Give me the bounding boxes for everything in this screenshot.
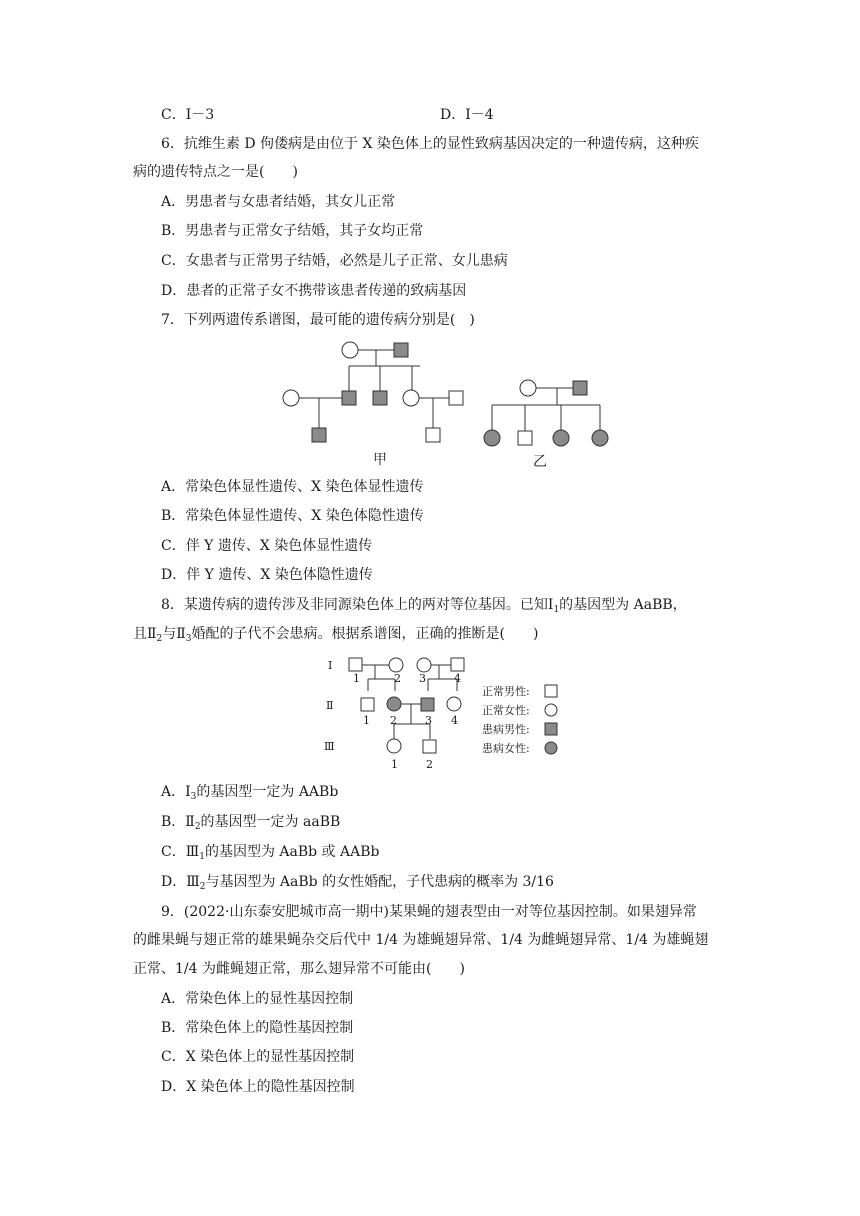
- gen-label-III: Ⅲ: [324, 740, 335, 753]
- fig-label-yi: 乙: [533, 454, 547, 470]
- q9-option-d: D．X 染色体上的隐性基因控制: [161, 1079, 355, 1095]
- q7-option-d: D．伴 Y 遗传、X 染色体隐性遗传: [161, 567, 373, 583]
- q8-option-d: D．$Ⅲ_2$与基因型为 AaBb 的女性婚配，子代患病的概率为 3/16: [161, 874, 554, 892]
- legend-normal-female: 正常女性:: [482, 704, 530, 717]
- num-III2: 2: [426, 758, 433, 771]
- num-II3: 3: [425, 714, 432, 727]
- jia-II-spouse-male-normal: [449, 391, 463, 405]
- jia-II-daughter-normal: [403, 390, 419, 406]
- num-II2: 2: [390, 714, 397, 727]
- q9-option-b: B．常染色体上的隐性基因控制: [161, 1020, 354, 1036]
- jia-I-female-normal: [342, 342, 358, 358]
- num-III1: 1: [391, 758, 398, 771]
- num-II1: 1: [363, 714, 370, 727]
- q7-option-c: C．伴 Y 遗传、X 染色体显性遗传: [161, 538, 373, 554]
- q8-stem-line2: 且$Ⅱ_2$与$Ⅱ_3$婚配的子代不会患病。根据系谱图，正确的推断是( ): [133, 626, 539, 644]
- q9-option-c: C．X 染色体上的显性基因控制: [161, 1049, 355, 1065]
- num-II4: 4: [451, 714, 458, 727]
- q6-stem-line2: 病的遗传特点之一是( ): [133, 164, 298, 180]
- q7-pedigree-figure: [270, 334, 630, 470]
- q6-option-b: B．男患者与正常女子结婚，其子女均正常: [161, 223, 424, 239]
- q6-option-c: C．女患者与正常男子结婚，必然是儿子正常、女儿患病: [161, 253, 508, 269]
- q5-option-d: D．Ⅰ－4: [440, 107, 494, 123]
- q7-option-b: B．常染色体显性遗传、X 染色体隐性遗传: [161, 508, 424, 524]
- yi-I-female-normal: [520, 380, 536, 396]
- legend-normal-male: 正常男性:: [482, 685, 530, 698]
- q5-option-c: C．Ⅰ－3: [161, 107, 215, 123]
- legend-affected-female-symbol: [545, 742, 557, 754]
- q8-I2-female-normal: [389, 658, 403, 672]
- q9-stem-line3: 正常、1/4 为雌蝇翅正常，那么翅异常不可能由( ): [133, 961, 465, 977]
- q8-III2-male-normal: [423, 740, 436, 753]
- q8-I1-male-normal: [349, 658, 362, 671]
- q8-I4-male-normal: [451, 658, 464, 671]
- jia-II-spouse-female-normal: [283, 390, 299, 406]
- q6-option-d: D．患者的正常子女不携带该患者传递的致病基因: [161, 283, 467, 299]
- jia-II-son1-affected: [342, 391, 356, 405]
- legend-normal-male-symbol: [545, 685, 557, 697]
- q8-II1-male-normal: [361, 698, 374, 711]
- legend-normal-female-symbol: [545, 704, 557, 716]
- q7-stem: 7．下列两遗传系谱图，最可能的遗传病分别是( ): [161, 312, 475, 328]
- num-I4: 4: [454, 672, 461, 685]
- yi-II-son-normal: [518, 431, 532, 445]
- q8-II3-male-affected: [421, 698, 434, 711]
- yi-II-daughter1-affected: [484, 430, 500, 446]
- q8-II2-female-affected: [387, 697, 401, 711]
- q8-option-c: C．$Ⅲ_1$的基因型为 AaBb 或 AABb: [161, 844, 380, 862]
- jia-I-male-affected: [394, 343, 408, 357]
- q8-III1-female-normal: [387, 739, 401, 753]
- yi-I-male-affected: [573, 381, 587, 395]
- q8-pedigree-figure: [315, 652, 575, 774]
- q8-option-a: A．$Ⅰ_3$的基因型一定为 AABb: [161, 784, 339, 802]
- q7-option-a: A．常染色体显性遗传、X 染色体显性遗传: [161, 479, 424, 495]
- fig-label-jia: 甲: [373, 452, 387, 468]
- jia-II-son2-affected: [373, 391, 387, 405]
- q6-stem-line1: 6．抗维生素 D 佝偻病是由位于 X 染色体上的显性致病基因决定的一种遗传病，这种疾: [161, 136, 699, 152]
- gen-label-I: Ⅰ: [328, 659, 333, 672]
- q8-stem-line1: 8．某遗传病的遗传涉及非同源染色体上的两对等位基因。已知$Ⅰ_1$的基因型为 AaBB，: [161, 597, 687, 615]
- jia-III-son-affected: [312, 428, 326, 442]
- legend-affected-male: 患病男性:: [482, 723, 530, 736]
- q8-I3-female-normal: [417, 658, 431, 672]
- num-I3: 3: [419, 672, 426, 685]
- gen-label-II: Ⅱ: [326, 699, 334, 712]
- yi-II-daughter2-affected: [553, 430, 569, 446]
- q6-option-a: A．男患者与女患者结婚，其女儿正常: [161, 194, 396, 210]
- jia-III-son-normal: [426, 428, 440, 442]
- q9-stem-line1: 9．(2022·山东泰安肥城市高一期中)某果蝇的翅表型由一对等位基因控制。如果翅异常: [161, 904, 697, 920]
- num-I1: 1: [353, 672, 360, 685]
- q9-option-a: A．常染色体上的显性基因控制: [161, 991, 354, 1007]
- num-I2: 2: [394, 672, 401, 685]
- legend-affected-female: 患病女性:: [482, 742, 530, 755]
- q8-option-b: B．$Ⅱ_2$的基因型一定为 aaBB: [161, 814, 341, 832]
- yi-II-daughter3-affected: [592, 430, 608, 446]
- q8-II4-female-normal: [447, 697, 461, 711]
- q9-stem-line2: 的雌果蝇与翅正常的雄果蝇杂交后代中 1/4 为雄蝇翅异常、1/4 为雌蝇翅异常、1/4 为雄蝇翅: [133, 932, 709, 948]
- legend-affected-male-symbol: [545, 723, 557, 735]
